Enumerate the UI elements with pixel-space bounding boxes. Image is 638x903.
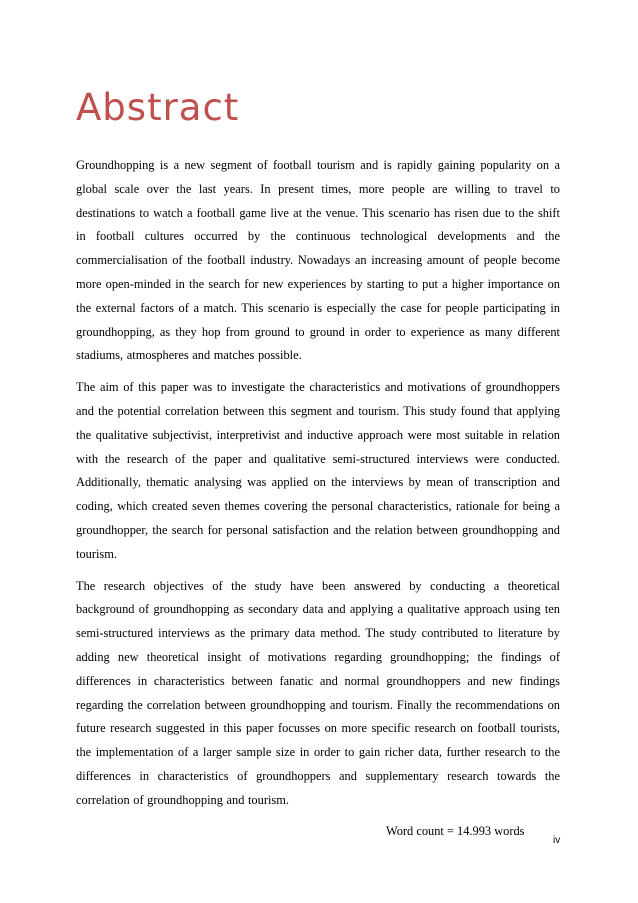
page-number: iv: [553, 835, 561, 846]
word-count: Word count = 14.993 words: [386, 823, 525, 838]
abstract-body: [76, 154, 560, 841]
abstract-paragraph-2: The aim of this paper was to investigate the characteristics and motivations of groundhoppers and the potential correlation between this segment and tourism. This study found that applying the qualitative subjectivist, interpretivist and inductive approach were most suitable in relation with the research of the paper and qualitative semi-structured interviews were conducted. Additionally, thematic analysing was applied on the interviews by mean of transcription and coding, which created seven themes covering the personal characteristics, rationale for being a groundhopper, the search for personal satisfaction and the relation between groundhopping and tourism.: [76, 380, 560, 561]
abstract-paragraph-3: The research objectives of the study have been answered by conducting a theoretical background of groundhopping as secondary data and applying a qualitative approach using ten semi-structured interviews as the primary data method. The study contributed to literature by adding new theoretical insight of motivations regarding groundhopping; the findings of differences in characteristics between fanatic and normal groundhoppers and new findings regarding the correlation between groundhopping and tourism. Finally the recommendations on future research suggested in this paper focusses on more specific research on football tourists, the implementation of a larger sample size in order to gain richer data, further research to the differences in characteristics of groundhoppers and supplementary research towards the correlation of groundhopping and tourism.: [76, 578, 560, 807]
page-title: Abstract: [76, 86, 240, 129]
abstract-paragraph-1: Groundhopping is a new segment of football tourism and is rapidly gaining popularity on a global scale over the last years. In present times, more people are willing to travel to destinations to watch a football game live at the venue. This scenario has risen due to the shift in football cultures occurred by the continuous technological developments and the commercialisation of the football industry. Nowadays an increasing amount of people become more open-minded in the search for new experiences by starting to put a higher importance on the external factors of a match. This scenario is especially the case for people participating in groundhopping, as they hop from ground to ground in order to experience as many different stadiums, atmospheres and matches possible.: [76, 158, 560, 363]
